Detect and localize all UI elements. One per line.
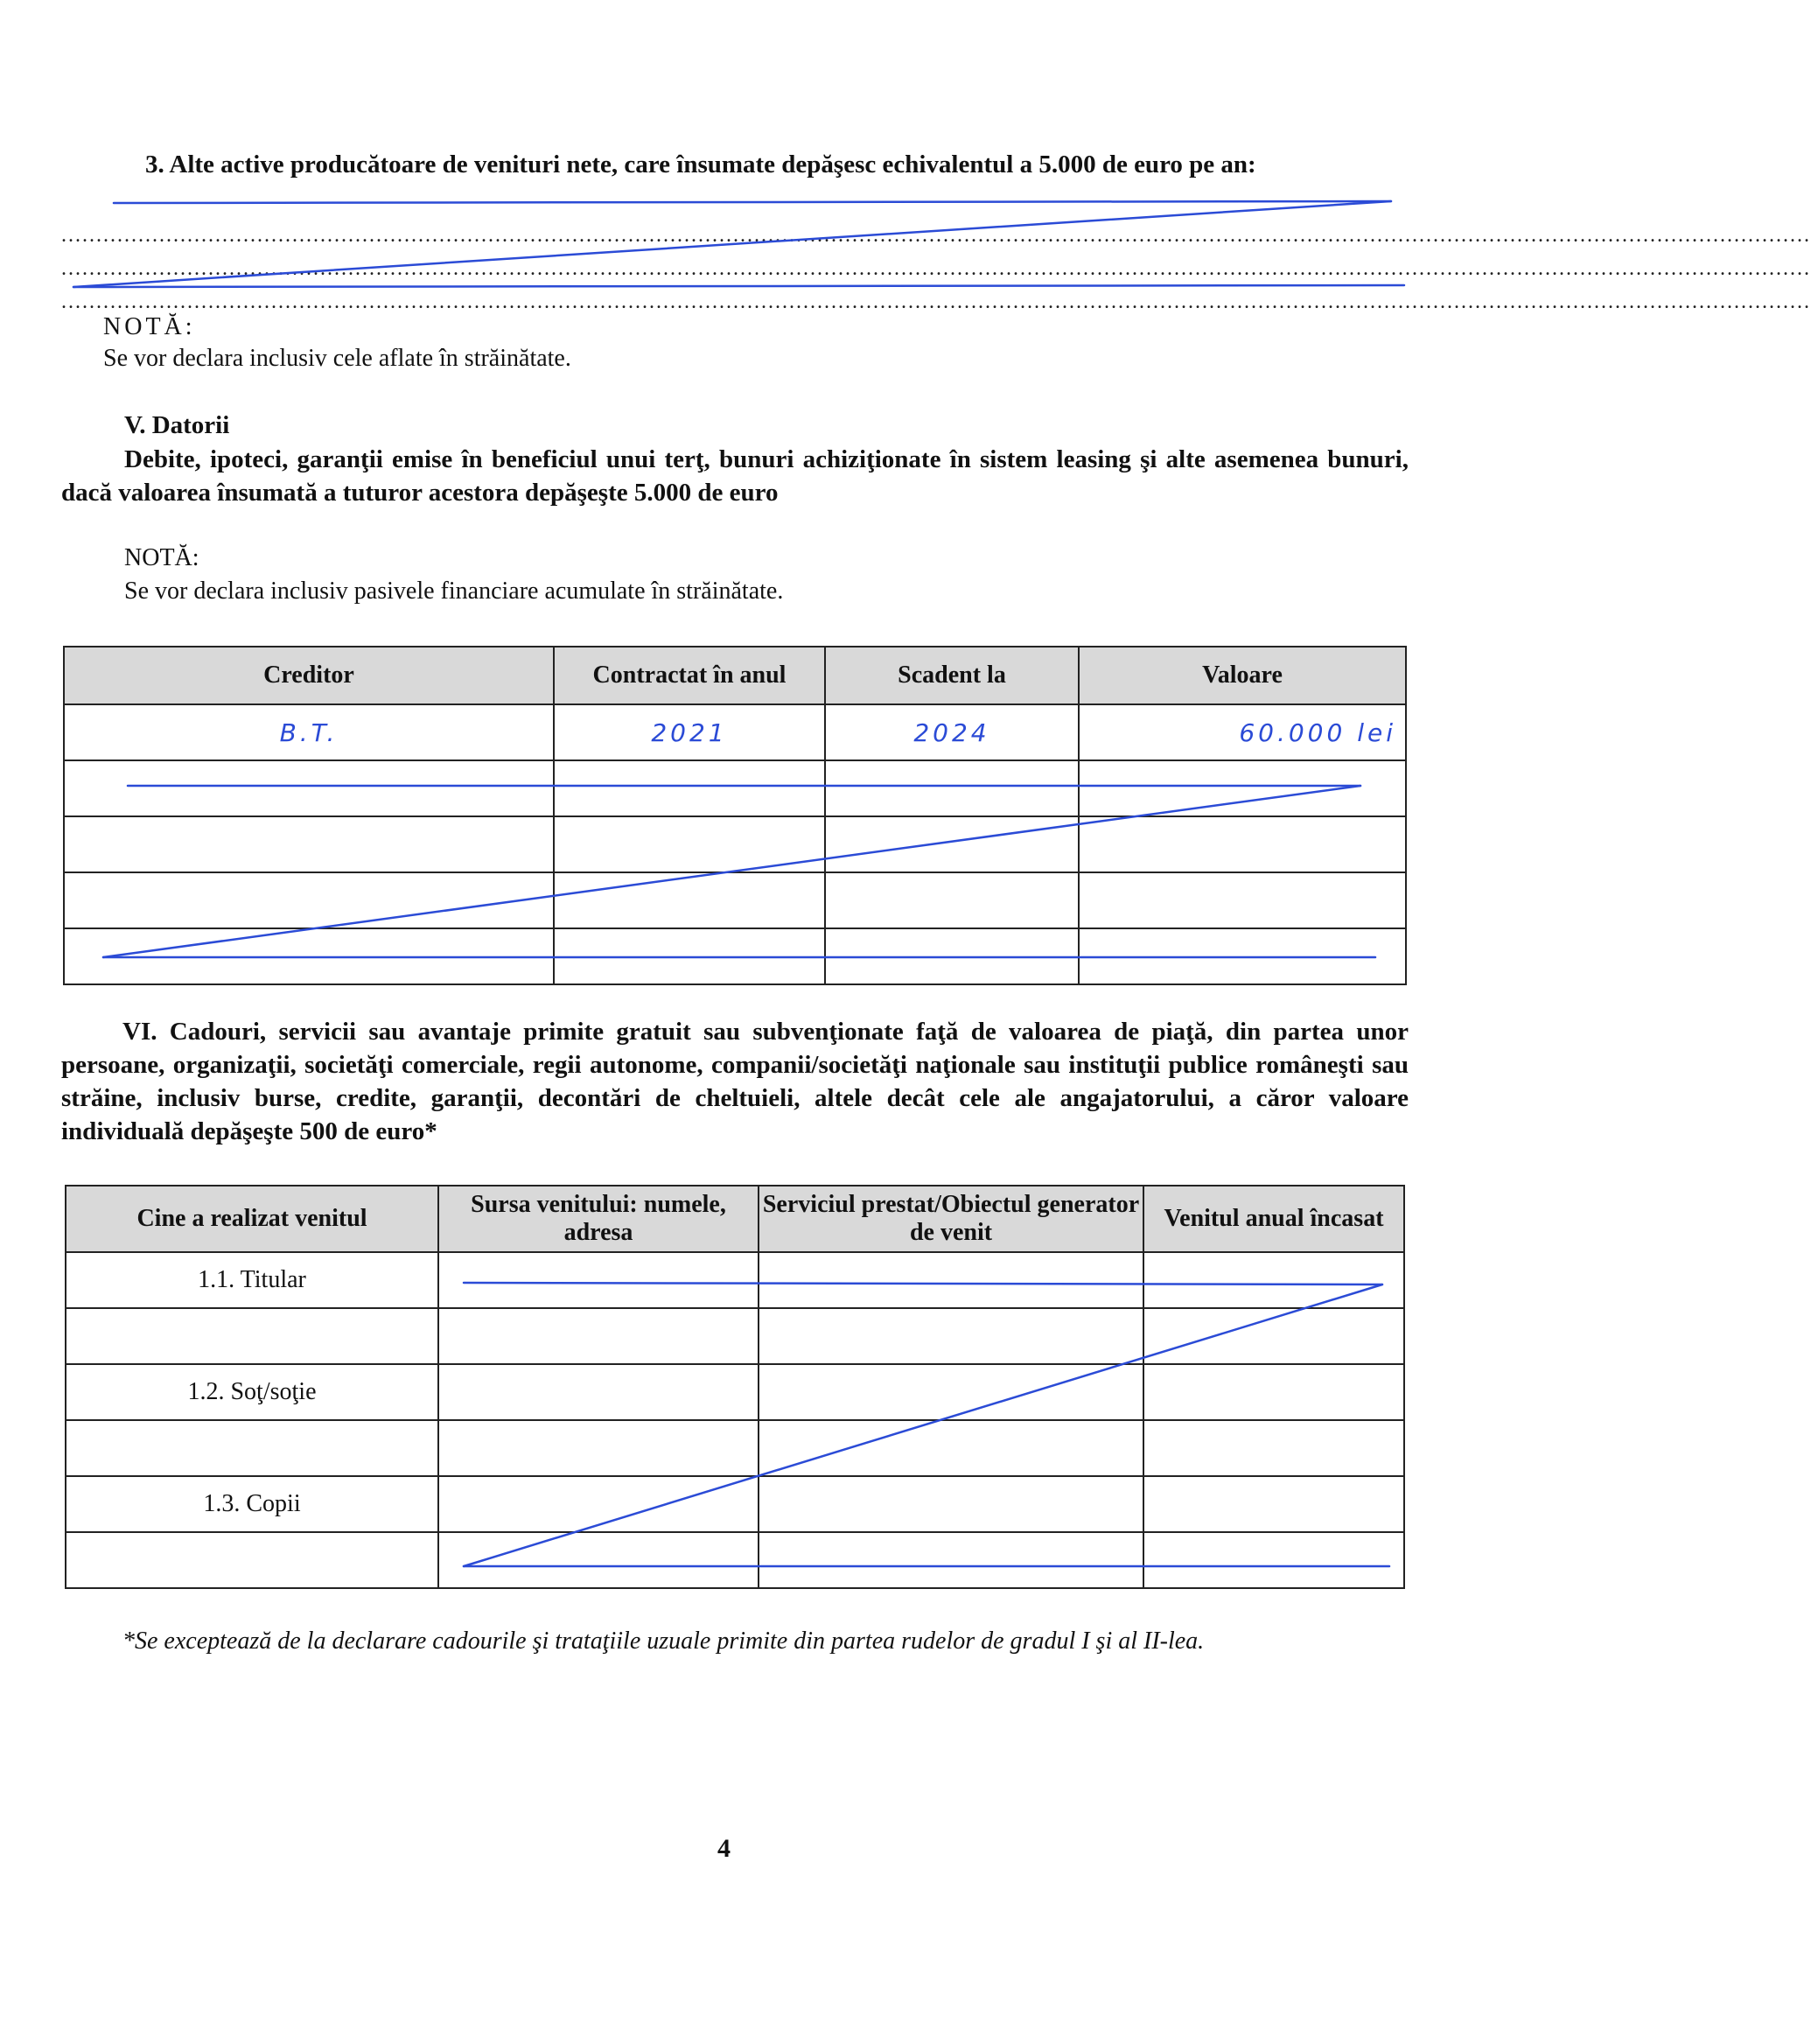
- column-header: Creditor: [64, 647, 554, 704]
- creditor-cell: B.T.: [64, 704, 554, 760]
- owner-cell: 1.3. Copii: [66, 1476, 438, 1532]
- dotted-line: ..........................................................................................................................................................................................................................................................: [61, 257, 1811, 280]
- table-row: [66, 1532, 1404, 1588]
- page-number: 4: [717, 1834, 731, 1863]
- due-date-cell: 2024: [825, 704, 1079, 760]
- column-header: Serviciul prestat/Obiectul generator de venit: [759, 1186, 1143, 1252]
- column-header: Valoare: [1079, 647, 1406, 704]
- table-row: [64, 816, 1406, 872]
- section6-body: VI. Cadouri, servicii sau avantaje primite gratuit sau subvenţionate faţă de valoarea de piaţă, din partea unor persoane, organizaţii, societăţi comerciale, regii autonome, companii/societăţi naţionale sau instituţii publice româneşti sau străine, inclusiv burse, credite, garanţii, decontări de cheltuieli, altele decât cele ale angajatorului, a căror valoare individuală depăşeşte 500 de euro*: [61, 1018, 1409, 1145]
- table-row: [64, 760, 1406, 816]
- table-row: [64, 928, 1406, 984]
- section3-title: 3. Alte active producătoare de venituri nete, care însumate depăşesc echivalentul a 5.000 de euro pe an:: [145, 150, 1256, 178]
- nota-text: Se vor declara inclusiv cele aflate în străinătate.: [103, 345, 571, 372]
- footnote: *Se exceptează de la declarare cadourile şi trataţiile uzuale primite din partea rudelor de gradul I şi al II-lea.: [122, 1628, 1205, 1655]
- table-row: [66, 1476, 1404, 1532]
- strike-line: [114, 201, 1391, 203]
- owner-cell: 1.1. Titular: [66, 1252, 438, 1308]
- value-cell: 60.000 lei: [1079, 704, 1406, 760]
- dotted-line: ..........................................................................................................................................................................................................................................................: [61, 290, 1811, 313]
- table-header-row: [64, 647, 1406, 704]
- section5-title: V. Datorii: [124, 411, 230, 439]
- owner-cell: 1.2. Soţ/soţie: [66, 1364, 438, 1420]
- table-row: [64, 872, 1406, 928]
- nota-label: NOTĂ:: [103, 313, 196, 340]
- table-row: [64, 704, 1406, 760]
- nota-text: Se vor declara inclusiv pasivele financiare acumulate în străinătate.: [124, 578, 784, 605]
- column-header: Sursa venitului: numele, adresa: [438, 1186, 759, 1252]
- table-row: [66, 1252, 1404, 1308]
- dotted-line: ..........................................................................................................................................................................................................................................................: [61, 224, 1811, 247]
- table-row: [66, 1420, 1404, 1476]
- column-header: Scadent la: [825, 647, 1079, 704]
- gifts-table: [65, 1185, 1405, 1589]
- section5-body: Debite, ipoteci, garanţii emise în beneficiul unui terţ, bunuri achiziţionate în sistem leasing şi alte asemenea bunuri, dacă valoarea însumată a tuturor acestora depăşeşte 5.000 de euro: [61, 445, 1409, 507]
- nota-label: NOTĂ:: [124, 544, 199, 571]
- column-header: Venitul anual încasat: [1143, 1186, 1404, 1252]
- table-header-row: [66, 1186, 1404, 1252]
- table-row: [66, 1308, 1404, 1364]
- column-header: Contractat în anul: [554, 647, 825, 704]
- table-row: [66, 1364, 1404, 1420]
- contract-year-cell: 2021: [554, 704, 825, 760]
- debts-table: [63, 646, 1407, 985]
- strike-line: [73, 285, 1404, 287]
- column-header: Cine a realizat venitul: [66, 1186, 438, 1252]
